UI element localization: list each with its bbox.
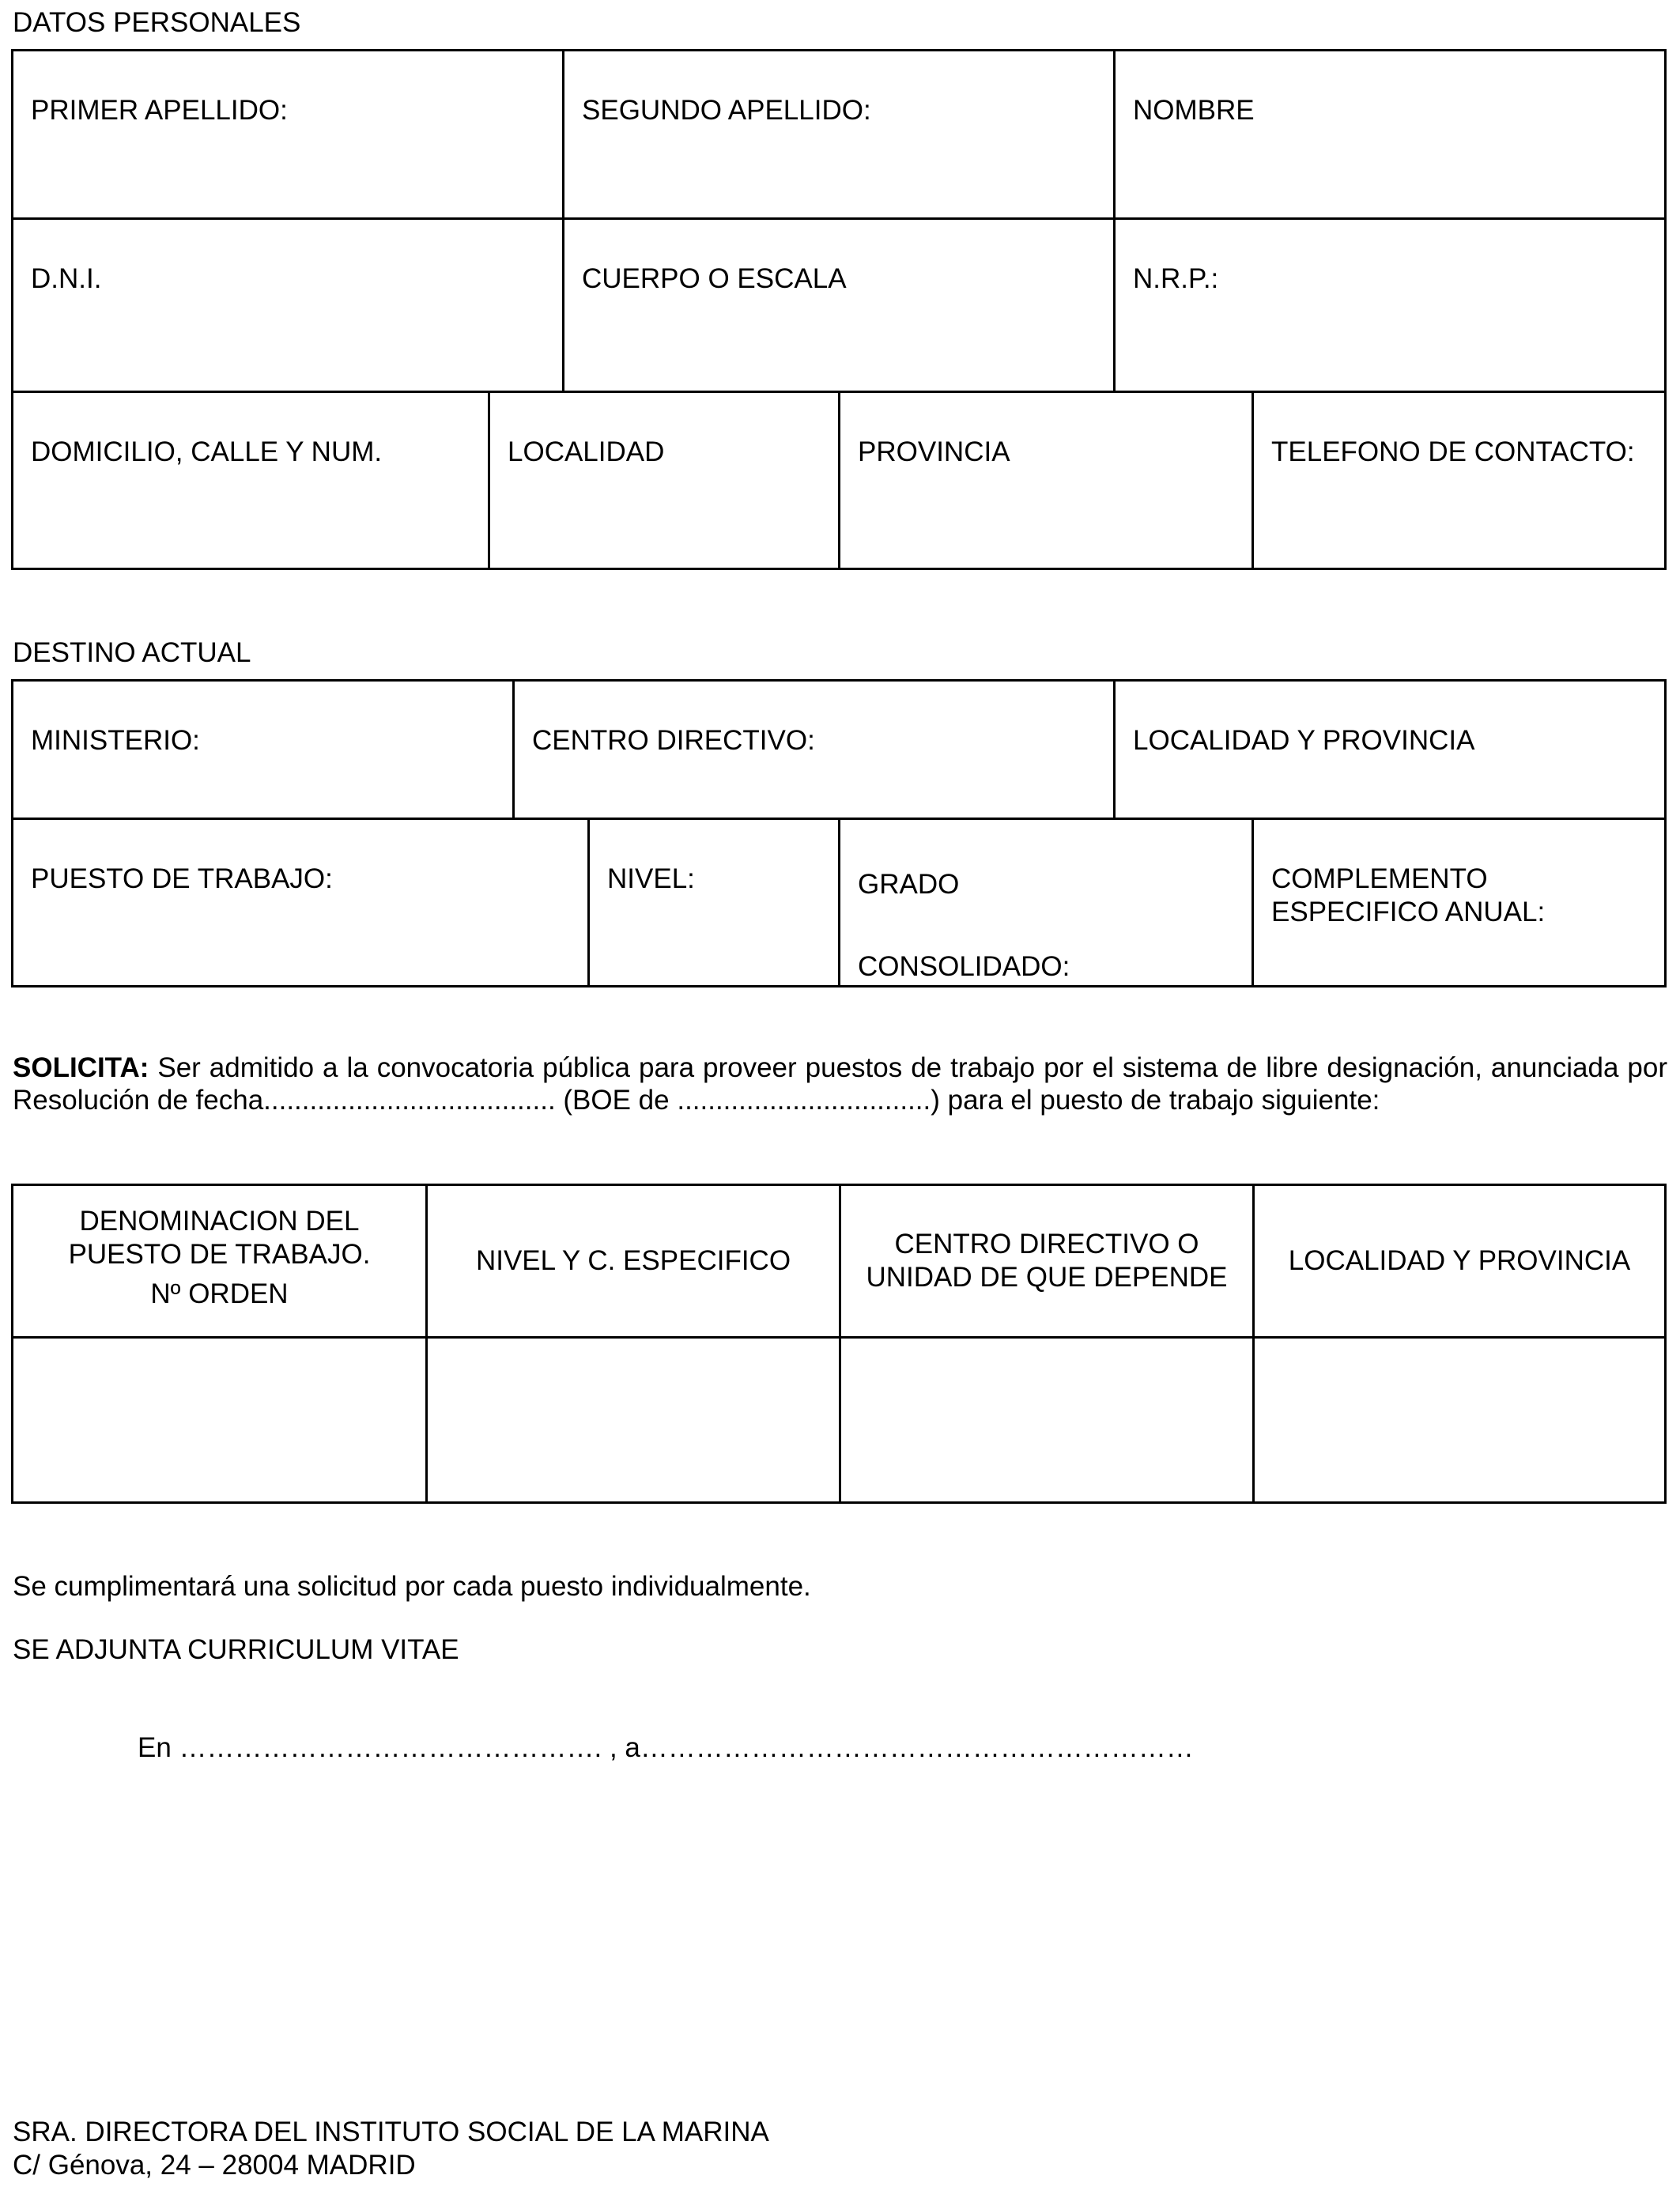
label-localidad-provincia: LOCALIDAD Y PROVINCIA <box>1133 725 1475 756</box>
note-solicitud-individual: Se cumplimentará una solicitud por cada puesto individualmente. <box>13 1571 811 1602</box>
note-curriculum-vitae: SE ADJUNTA CURRICULUM VITAE <box>13 1634 459 1665</box>
header-denominacion-text: DENOMINACION DEL PUESTO DE TRABAJO. <box>68 1206 371 1270</box>
label-complemento-especifico: COMPLEMENTO ESPECIFICO ANUAL: <box>1271 863 1546 927</box>
footer-direccion: C/ Génova, 24 – 28004 MADRID <box>13 2150 416 2181</box>
field-dni[interactable] <box>11 217 564 393</box>
field-nombre[interactable] <box>1113 49 1667 220</box>
label-centro-directivo: CENTRO DIRECTIVO: <box>532 725 815 756</box>
table-header-localidad <box>1252 1184 1667 1339</box>
solicita-label: SOLICITA: <box>13 1052 149 1083</box>
label-primer-apellido: PRIMER APELLIDO: <box>31 95 288 126</box>
solicita-paragraph <box>13 1052 1667 1116</box>
field-centro-directivo[interactable] <box>512 679 1116 820</box>
label-puesto-trabajo: PUESTO DE TRABAJO: <box>31 863 333 894</box>
label-segundo-apellido: SEGUNDO APELLIDO: <box>582 95 871 126</box>
header-centro-text: CENTRO DIRECTIVO O UNIDAD DE QUE DEPENDE <box>866 1229 1228 1293</box>
field-puesto-trabajo[interactable] <box>11 818 590 987</box>
header-nivel-text: NIVEL Y C. ESPECIFICO <box>475 1245 791 1276</box>
label-nrp: N.R.P.: <box>1133 263 1219 294</box>
table-cell-localidad[interactable] <box>1252 1336 1667 1504</box>
label-ministerio: MINISTERIO: <box>31 725 200 756</box>
table-header-denominacion <box>11 1184 428 1339</box>
label-nivel: NIVEL: <box>607 863 695 894</box>
label-nombre: NOMBRE <box>1133 95 1255 126</box>
field-nrp[interactable] <box>1113 217 1667 393</box>
field-complemento-especifico[interactable] <box>1252 818 1667 987</box>
table-cell-centro[interactable] <box>839 1336 1255 1504</box>
label-localidad: LOCALIDAD <box>508 436 665 467</box>
section-title-destino-actual: DESTINO ACTUAL <box>13 637 251 668</box>
table-header-nivel <box>425 1184 841 1339</box>
table-cell-nivel[interactable] <box>425 1336 841 1504</box>
field-ministerio[interactable] <box>11 679 515 820</box>
label-cuerpo-escala: CUERPO O ESCALA <box>582 263 847 294</box>
label-grado: GRADO <box>858 869 960 900</box>
label-consolidado: CONSOLIDADO: <box>858 951 1070 982</box>
header-localidad-text: LOCALIDAD Y PROVINCIA <box>1288 1245 1631 1276</box>
field-provincia[interactable] <box>838 391 1254 570</box>
label-telefono: TELEFONO DE CONTACTO: <box>1271 436 1635 467</box>
label-domicilio: DOMICILIO, CALLE Y NUM. <box>31 436 383 467</box>
field-cuerpo-escala[interactable] <box>562 217 1116 393</box>
field-primer-apellido[interactable] <box>11 49 564 220</box>
field-localidad[interactable] <box>488 391 840 570</box>
field-telefono[interactable] <box>1252 391 1667 570</box>
header-numero-orden: Nº ORDEN <box>150 1278 289 1309</box>
field-nivel[interactable] <box>587 818 840 987</box>
label-dni: D.N.I. <box>31 263 102 294</box>
footer-destinatario: SRA. DIRECTORA DEL INSTITUTO SOCIAL DE LA MARINA <box>13 2117 769 2147</box>
table-header-centro <box>839 1184 1255 1339</box>
label-provincia: PROVINCIA <box>858 436 1010 467</box>
field-localidad-provincia[interactable] <box>1113 679 1667 820</box>
field-domicilio[interactable] <box>11 391 490 570</box>
solicita-text: Ser admitido a la convocatoria pública para proveer puestos de trabajo por el sistema de libre designación, anunciada por Resolución de fecha...................................... (BOE de .................................) para el puesto de trabajo siguiente: <box>13 1052 1667 1116</box>
field-segundo-apellido[interactable] <box>562 49 1116 220</box>
fecha-lugar-line[interactable]: En ………………………………………. , a…………………………………………………… <box>138 1732 1194 1763</box>
section-title-datos-personales: DATOS PERSONALES <box>13 7 301 38</box>
table-cell-denominacion[interactable] <box>11 1336 428 1504</box>
field-grado-consolidado[interactable] <box>838 818 1254 987</box>
